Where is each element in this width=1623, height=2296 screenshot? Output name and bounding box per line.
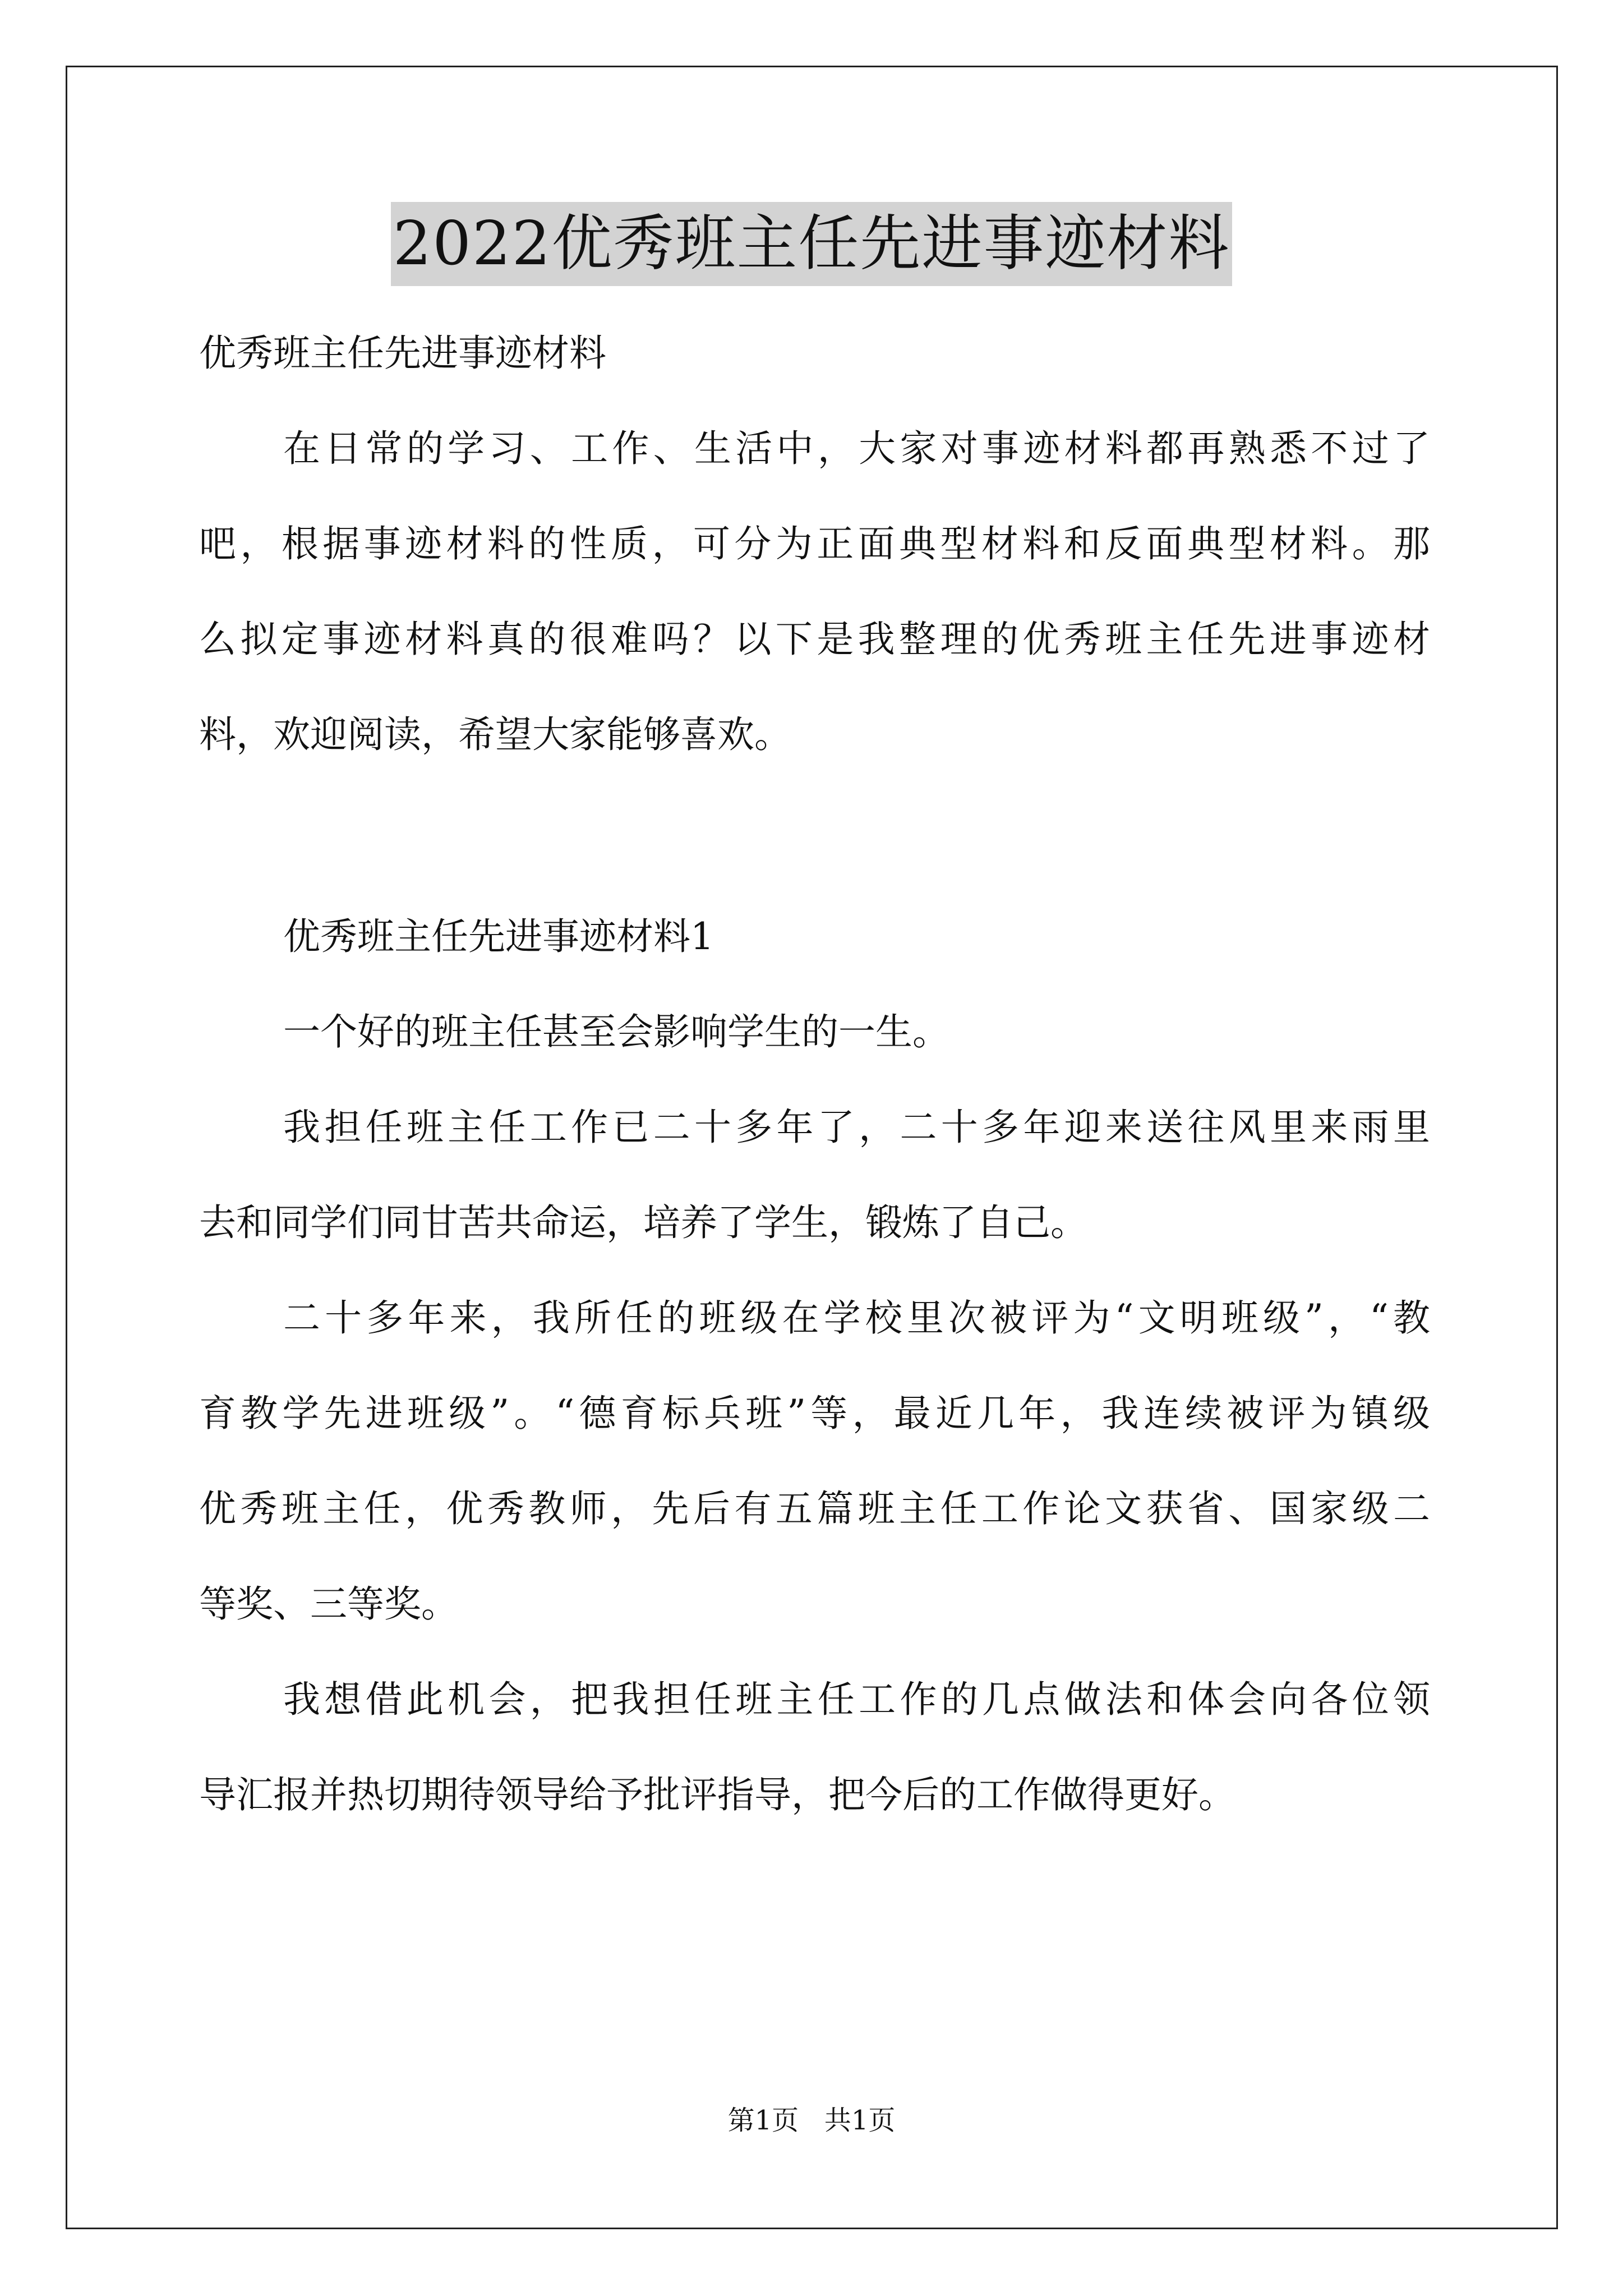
- subtitle-line: 优秀班主任先进事迹材料: [199, 332, 606, 375]
- paragraph-line: 吧，根据事迹材料的性质，可分为正面典型材料和反面典型材料。那: [199, 522, 1430, 565]
- paragraph-line: 等奖、三等奖。: [199, 1582, 458, 1626]
- paragraph-line: 去和同学们同甘苦共命运，培养了学生，锻炼了自己。: [199, 1201, 1087, 1244]
- document-title: 2022优秀班主任先进事迹材料: [391, 202, 1233, 286]
- document-body: [199, 306, 1430, 1843]
- paragraph-spacer: [199, 783, 1430, 889]
- paragraph-line: 优秀班主任，优秀教师，先后有五篇班主任工作论文获省、国家级二: [199, 1487, 1430, 1530]
- title-container: [0, 202, 1623, 286]
- paragraph-line: 一个好的班主任甚至会影响学生的一生。: [283, 1010, 949, 1053]
- paragraph-line: 我担任班主任工作已二十多年了，二十多年迎来送往风里来雨里: [283, 1106, 1430, 1149]
- page-number-footer: 第1页 共1页: [727, 2105, 896, 2136]
- section-heading: 优秀班主任先进事迹材料1: [283, 915, 714, 958]
- paragraph-line: 导汇报并热切期待领导给予批评指导，把今后的工作做得更好。: [199, 1773, 1235, 1816]
- paragraph-line: 育教学先进班级”。“德育标兵班”等，最近几年，我连续被评为镇级: [199, 1392, 1430, 1435]
- paragraph-line: 在日常的学习、工作、生活中，大家对事迹材料都再熟悉不过了: [283, 427, 1430, 470]
- paragraph-line: 我想借此机会，把我担任班主任工作的几点做法和体会向各位领: [283, 1678, 1430, 1721]
- paragraph-line: 二十多年来，我所任的班级在学校里次被评为“文明班级”，“教: [283, 1296, 1430, 1340]
- paragraph-line: 么拟定事迹材料真的很难吗？以下是我整理的优秀班主任先进事迹材: [199, 618, 1430, 661]
- paragraph-line: 料，欢迎阅读，希望大家能够喜欢。: [199, 713, 791, 756]
